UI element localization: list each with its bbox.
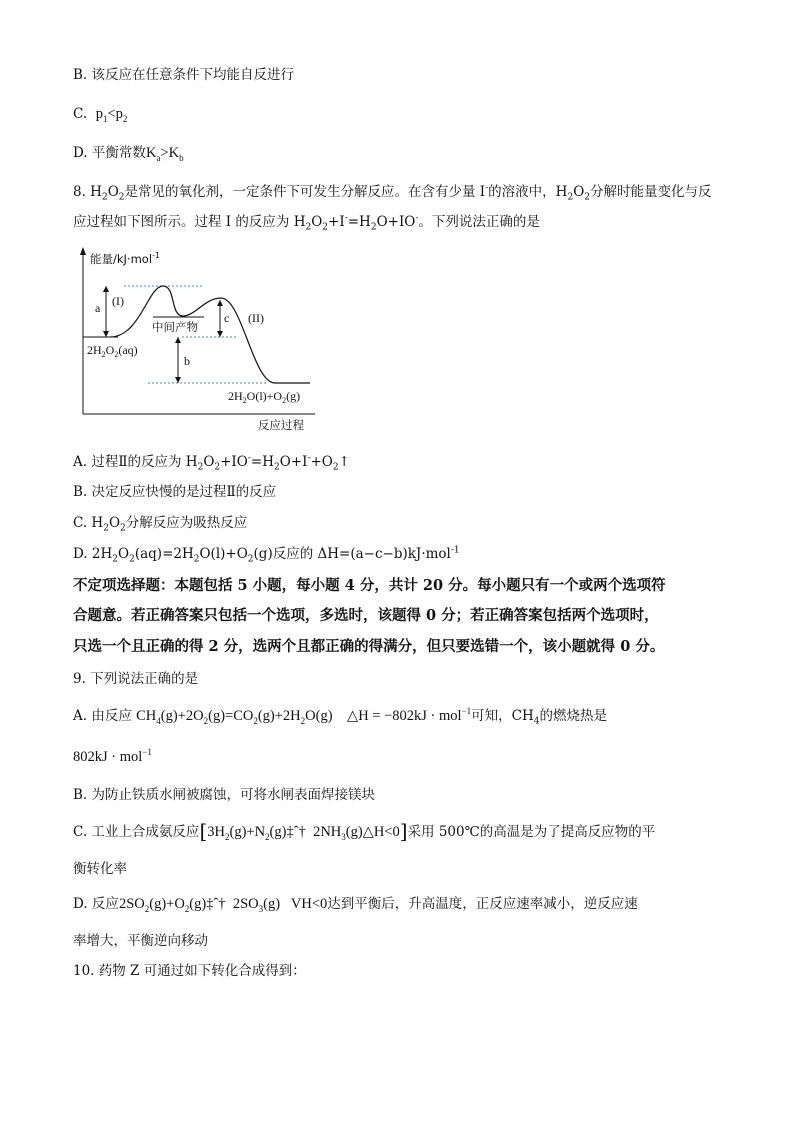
label-c: c — [224, 311, 230, 325]
product-label: $2H_2O(l)+O_2(g)$ — [228, 389, 301, 405]
label-process-II: (II) — [248, 311, 264, 325]
q9-option-a-line2: 802kJ · mol$^{-1}$ — [73, 747, 152, 765]
q8-stem-line2: 应过程如下图所示。过程 I 的反应为 $H_2O_2+I^-=H_2O+IO^-$。下列说法正确的是 — [73, 213, 540, 233]
q8-option-d: D. $2H_2O_2(aq)=2H_2O(l)+O_2(g)$反应的 ΔH=(a−c−b)kJ·mol$^{-1}$ — [73, 545, 460, 565]
q9-option-d-line2: 率增大，平衡逆向移动 — [73, 933, 208, 949]
q9-option-d: D. 反应$2SO_2(g)+O_2(g)\ddagger ˆ\dagger$ $2SO_3(g)$ VH<0达到平衡后，升高温度，正反应速率减小，逆反应速 — [73, 896, 638, 914]
q10-stem: 10. 药物 Z 可通过如下转化合成得到： — [73, 963, 306, 979]
section-header-line2: 合题意。若正确答案只包括一个选项，多选时，该题得 0 分；若正确答案包括两个选项时， — [73, 607, 659, 624]
q9-option-c: C. 工业上合成氨反应[$3H_2(g)+N_2(g)\ddagger ˆ\dagger$ $2NH_3(g)\triangle H<0$]采用 500℃的高温是为了提高反应物的平 — [73, 819, 656, 843]
y-axis-label: 能量/kJ·mol$^{-1}$ — [90, 251, 160, 266]
x-axis-label: 反应过程 — [258, 418, 304, 432]
q7-option-b: B. 该反应在任意条件下均能自反进行 — [73, 67, 295, 83]
energy-diagram — [70, 244, 330, 436]
q8-option-b: B. 决定反应快慢的是过程Ⅱ的反应 — [73, 484, 277, 500]
q8-stem-line1: 8. $H_2O_2$是常见的氧化剂，一定条件下可发生分解反应。在含有少量 I-的溶液中，$H_2O_2$分解时能量变化与反 — [73, 183, 712, 203]
q9-stem: 9. 下列说法正确的是 — [73, 671, 199, 687]
q9-option-a: A. 由反应 $CH_4(g)+2O_2(g)=CO_2(g)+2H_2O(g)$ △H = −802kJ · mol$^{-1}$可知，$CH_4$的燃烧热是 — [73, 706, 607, 727]
section-header-line3: 只选一个且正确的得 2 分，选两个且都正确的得满分，但只要选错一个，该小题就得 0 分。 — [73, 638, 665, 655]
energy-curve — [110, 286, 310, 383]
q7-option-c: C. $p_1<p_2$ — [73, 106, 128, 124]
label-a: a — [95, 301, 101, 315]
q9-option-c-line2: 衡转化率 — [73, 861, 127, 877]
q8-option-c: C. $H_2O_2$分解反应为吸热反应 — [73, 515, 248, 534]
section-header-line1: 不定项选择题：本题包括 5 小题，每小题 4 分，共计 20 分。每小题只有一个或两个选项符 — [73, 577, 666, 594]
q8-option-a: A. 过程Ⅱ的反应为 $H_2O_2+IO^-=H_2O+I^-+O_2↑$ — [73, 453, 350, 473]
label-process-I: (I) — [112, 294, 124, 308]
q7-option-d: D. 平衡常数$K_a>K_b$ — [73, 145, 184, 163]
label-b: b — [184, 354, 190, 368]
intermediate-label: 中间产物 — [152, 320, 198, 334]
reactant-label: $2H_2O_2(aq)$ — [87, 343, 138, 359]
q9-option-b: B. 为防止铁质水闸被腐蚀，可将水闸表面焊接镁块 — [73, 787, 376, 803]
y-axis-arrow — [80, 247, 86, 255]
